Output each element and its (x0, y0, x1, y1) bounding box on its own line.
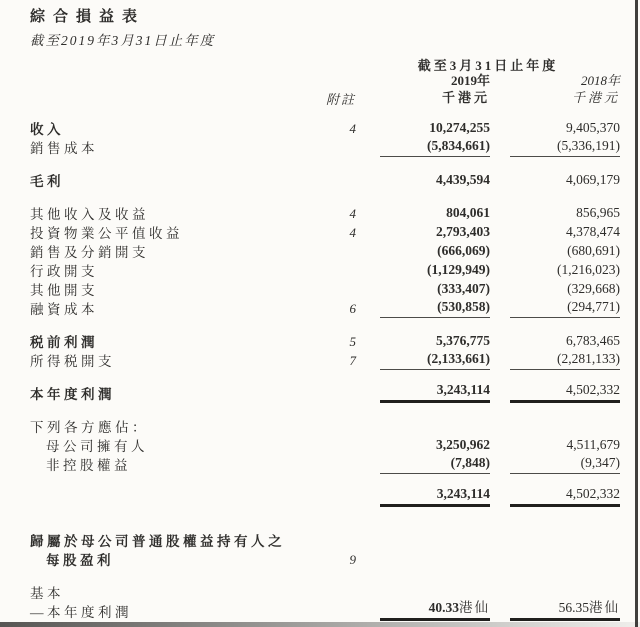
row-note (318, 473, 356, 474)
row-label: 母公司擁有人 (46, 439, 148, 454)
row-label: 歸屬於母公司普通股權益持有人之 (30, 534, 285, 549)
amount-2018 (510, 548, 620, 550)
amount-2019: 2,793,403 (436, 224, 490, 239)
row-note (318, 189, 356, 190)
table-body (30, 119, 620, 621)
amount-2019: (2,133,661) (380, 351, 490, 370)
row-note (318, 601, 356, 602)
statement-subtitle: 截至2019年3月31日止年度 (30, 33, 216, 48)
row-label: 下列各方應佔： (30, 420, 149, 435)
row-label: 融資成本 (30, 302, 98, 317)
column-unit-2018: 千港元 (571, 90, 620, 105)
row-note: 9 (349, 552, 356, 567)
table-row (30, 204, 620, 223)
amount-2019: 804,061 (446, 205, 490, 220)
amount-2018: 4,502,332 (510, 486, 620, 507)
scan-right-border (635, 0, 638, 627)
row-note: 4 (349, 225, 356, 240)
table-row (30, 531, 620, 550)
amount-2018: (680,691) (567, 243, 620, 258)
header-unit-row (30, 91, 620, 108)
row-note: 4 (349, 121, 356, 136)
amount-2019 (380, 434, 490, 436)
row-label: 銷售成本 (30, 141, 98, 156)
amount-2018 (510, 434, 620, 436)
column-unit-2019: 千港元 (441, 90, 490, 105)
amount-2018: 4,378,474 (566, 224, 620, 239)
row-note (318, 298, 356, 299)
amount-2019: 3,250,962 (436, 437, 490, 452)
row-label: 税前利潤 (30, 335, 98, 350)
table-row (30, 242, 620, 261)
amount-2019: (530,858) (380, 299, 490, 318)
table-header (30, 57, 620, 108)
table-row (30, 550, 620, 569)
table-row (30, 488, 620, 507)
amount-2018: (294,771) (510, 299, 620, 318)
currency-unit: 港仙 (589, 600, 620, 615)
amount-2019: 10,274,255 (429, 120, 490, 135)
row-note (318, 435, 356, 436)
amount-2018 (510, 567, 620, 569)
amount-2019: (1,129,949) (427, 262, 490, 277)
row-label: 基本 (30, 586, 64, 601)
table-row (30, 299, 620, 318)
table-row (30, 171, 620, 190)
amount-2018: (9,347) (510, 455, 620, 474)
table-row (30, 119, 620, 138)
amount-2018: (5,336,191) (510, 138, 620, 157)
row-note (318, 156, 356, 157)
table-row (30, 384, 620, 403)
column-note-header: 附註 (325, 92, 356, 107)
amount-2019: 3,243,114 (380, 382, 490, 403)
table-row (30, 455, 620, 474)
amount-2018: (1,216,023) (557, 262, 620, 277)
amount-2019 (380, 548, 490, 550)
row-note: 6 (349, 301, 356, 316)
amount-2019: 3,243,114 (380, 486, 490, 507)
table-row (30, 261, 620, 280)
row-note (318, 620, 356, 621)
row-note (318, 549, 356, 550)
amount-2019 (380, 567, 490, 569)
row-label: 行政開支 (30, 264, 98, 279)
row-note (318, 454, 356, 455)
table-row (30, 436, 620, 455)
amount-2018: 4,511,679 (566, 437, 620, 452)
table-row (30, 602, 620, 621)
row-label: 收入 (30, 122, 64, 137)
table-row (30, 417, 620, 436)
amount-2019: (7,848) (380, 455, 490, 474)
amount-2019: (666,069) (437, 243, 490, 258)
row-label: 投資物業公平值收益 (30, 226, 183, 241)
amount-2019: 40.33港仙 (380, 596, 490, 621)
row-note (318, 279, 356, 280)
amount-2018: 56.35港仙 (510, 596, 620, 621)
amount-2019: 4,439,594 (436, 172, 490, 187)
column-year-2019: 2019年 (450, 73, 490, 88)
amount-2019: (5,834,661) (380, 138, 490, 157)
row-label: 所得税開支 (30, 354, 115, 369)
table-row (30, 280, 620, 299)
amount-2018: 4,502,332 (510, 382, 620, 403)
row-label: 非控股權益 (46, 458, 131, 473)
amount-2018: 856,965 (576, 205, 620, 220)
row-label: 其他收入及收益 (30, 207, 149, 222)
table-row (30, 351, 620, 370)
amount-2018: (2,281,133) (510, 351, 620, 370)
row-note (318, 260, 356, 261)
row-note (318, 402, 356, 403)
row-label: 本年度利潤 (30, 387, 115, 402)
amount-2018: 9,405,370 (566, 120, 620, 135)
statement-title: 綜合損益表 (30, 9, 146, 25)
column-year-2018: 2018年 (580, 73, 620, 88)
row-note: 7 (349, 353, 356, 368)
period-header: 截至3月31日止年度 (417, 58, 559, 73)
scan-bottom-border (0, 622, 640, 627)
row-note (318, 506, 356, 507)
amount-2018: (329,668) (567, 281, 620, 296)
row-label: 每股盈利 (46, 553, 114, 568)
currency-unit: 港仙 (459, 600, 490, 615)
table-row (30, 332, 620, 351)
table-row (30, 223, 620, 242)
row-label: 其他開支 (30, 283, 98, 298)
amount-2019: (333,407) (437, 281, 490, 296)
amount-2019: 5,376,775 (436, 333, 490, 348)
row-label: 銷售及分銷開支 (30, 245, 149, 260)
table-row (30, 138, 620, 157)
amount-2018: 4,069,179 (566, 172, 620, 187)
row-label: —本年度利潤 (30, 605, 132, 620)
row-label: 毛利 (30, 174, 64, 189)
row-note: 4 (349, 206, 356, 221)
row-note: 5 (349, 334, 356, 349)
amount-2018: 6,783,465 (566, 333, 620, 348)
